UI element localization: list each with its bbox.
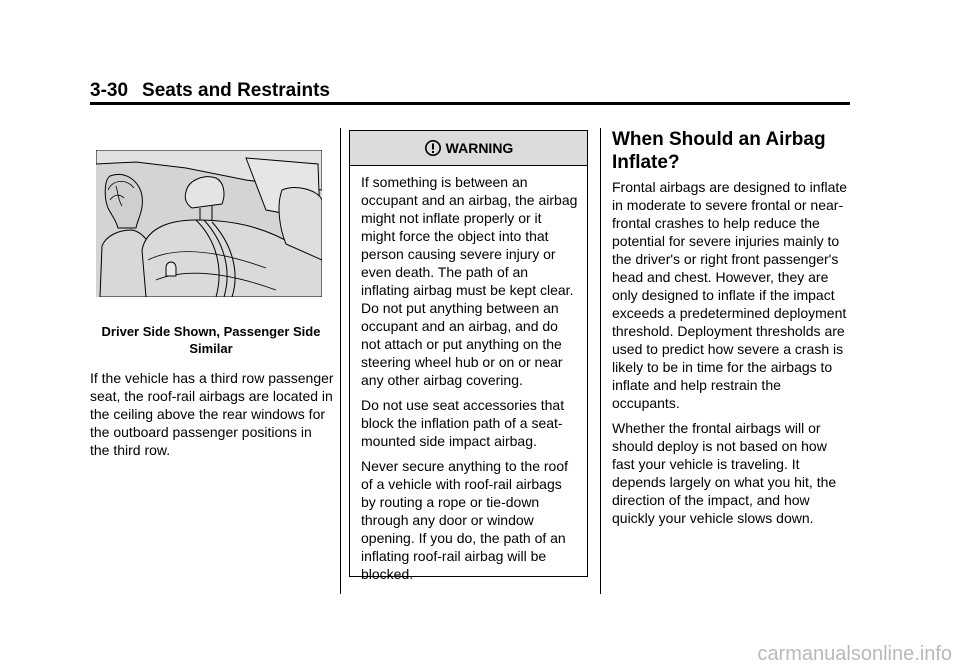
warning-body	[350, 166, 587, 583]
section-heading: When Should an Airbag Inflate?	[612, 129, 826, 173]
warning-triangle-icon	[424, 140, 442, 156]
page-number: 3-30	[90, 80, 129, 101]
warning-paragraph: Do not use seat accessories that block the inflation path of a seat-mounted side impact airbag.	[361, 397, 565, 449]
seat-airbag-illustration	[96, 150, 322, 297]
section-title: Seats and Restraints	[142, 80, 330, 101]
column3-paragraph: Whether the frontal airbags will or should deploy is not based on how fast your vehicle is traveling. It depends largely on what you hit, the direction of the impact, and how quickly your vehicle slows down.	[612, 420, 837, 526]
warning-box	[349, 130, 588, 582]
watermark: carmanualsonline.info	[757, 643, 952, 665]
column3-text	[612, 178, 852, 534]
warning-paragraph: Never secure anything to the roof of a vehicle with roof-rail airbags by routing a rope or tie-down through any door or window opening. If you do, the path of an inflating roof-rail airbag will be blocked.	[361, 458, 569, 582]
column-divider-left	[340, 128, 341, 594]
column3-paragraph: Frontal airbags are designed to inflate in moderate to severe frontal or near-frontal crashes to help reduce the potential for severe injuries mainly to the driver's or right front passenger's head and chest. However, they are only designed to inflate if the impact exceeds a predetermined deployment threshold. Deployment thresholds are used to predict how severe a crash is likely to be in time for the airbags to inflate and help restrain the occupants.	[612, 179, 848, 411]
warning-header	[350, 131, 587, 166]
figure-caption: Driver Side Shown, Passenger Side Similar	[101, 324, 321, 356]
warning-paragraph: If something is between an occupant and an airbag, the airbag might not inflate properly or it might force the object into that person causing severe injury or even death. The path of an inflating airbag must be kept clear. Do not put anything between an occupant and an airbag, and do not attach or put anything on the steering wheel hub or on or near any other airbag covering.	[361, 174, 578, 388]
page-header	[90, 80, 330, 102]
column-divider-right	[600, 128, 601, 594]
header-rule	[90, 102, 850, 105]
column1-paragraph: If the vehicle has a third row passenger seat, the roof-rail airbags are located in the ceiling above the rear windows for the outboard passenger positions in the third row.	[90, 370, 334, 458]
warning-title: WARNING	[445, 140, 514, 156]
